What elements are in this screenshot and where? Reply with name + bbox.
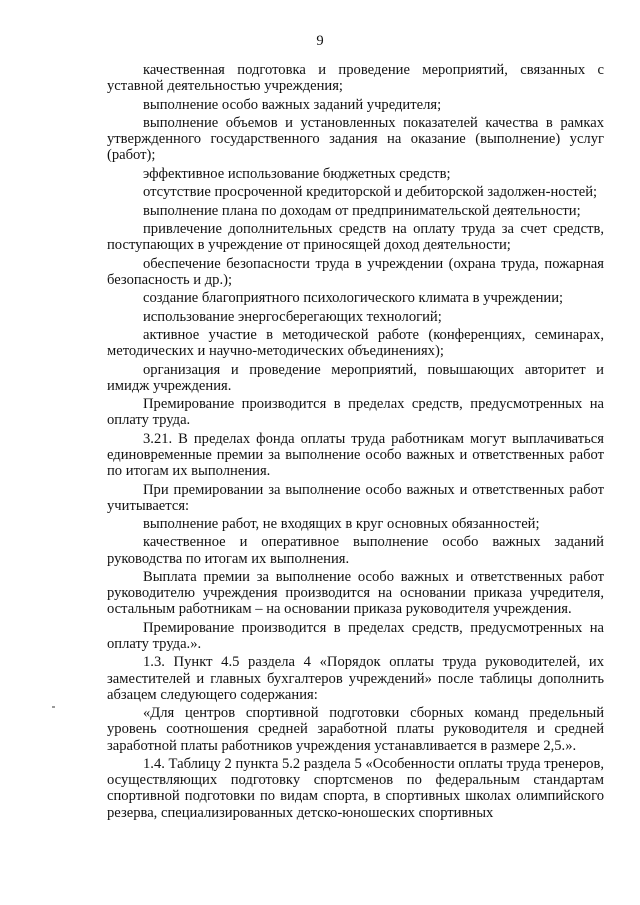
paragraph: 1.3. Пункт 4.5 раздела 4 «Порядок оплаты труда руководителей, их заместителей и главных бухгалтеров учреждений» после таблицы дополнить абзацем следующего содержания:: [107, 654, 604, 703]
paragraph: «Для центров спортивной подготовки сборных команд предельный уровень соотношения средней заработной платы руководителя и средней заработной платы работников учреждения устанавливается в размере 2,5.».: [107, 705, 604, 754]
paragraph: выполнение работ, не входящих в круг основных обязанностей;: [143, 516, 540, 533]
paragraph: выполнение плана по доходам от предпринимательской деятельности;: [143, 202, 581, 219]
paragraph: 1.4. Таблицу 2 пункта 5.2 раздела 5 «Особенности оплаты труда тренеров, осуществляющих подготовку спортсменов по федеральным стандартам спортивной подготовки по видам спорта, в спортивных школах олимпийского резерва, специализированных детско-юношеских спортивных: [107, 756, 604, 821]
paragraph: Выплата премии за выполнение особо важных и ответственных работ руководителю учреждения производится на основании приказа учредителя, остальным работникам – на основании приказа руководителя учреждения.: [107, 569, 604, 618]
paragraph: привлечение дополнительных средств на оплату труда за счет средств, поступающих в учреждение от приносящей доход деятельности;: [107, 220, 604, 254]
paragraph: организация и проведение мероприятий, повышающих авторитет и имидж учреждения.: [107, 361, 604, 394]
paragraph: При премировании за выполнение особо важных и ответственных работ учитывается:: [107, 481, 604, 514]
paragraph: выполнение особо важных заданий учредителя;: [143, 96, 442, 113]
paragraph: активное участие в методической работе (конференциях, семинарах, методических и научно-методических объединениях);: [107, 326, 604, 360]
scan-margin-mark: [52, 706, 55, 708]
paragraph: Премирование производится в пределах средств, предусмотренных на оплату труда.».: [107, 619, 604, 653]
paragraph: обеспечение безопасности труда в учреждении (охрана труда, пожарная безопасность и др.);: [107, 255, 604, 288]
paragraph: 3.21. В пределах фонда оплаты труда работникам могут выплачиваться единовременные премии за выполнение особо важных и ответственных работ по итогам их выполнения.: [107, 430, 604, 480]
paragraph: Премирование производится в пределах средств, предусмотренных на оплату труда.: [107, 396, 604, 429]
paragraph: создание благоприятного психологического климата в учреждении;: [143, 290, 564, 307]
paragraph: использование энергосберегающих технологий;: [143, 308, 442, 325]
page-number: 9: [316, 33, 324, 49]
paragraph: эффективное использование бюджетных средств;: [143, 165, 451, 182]
paragraph: качественное и оперативное выполнение особо важных заданий руководства по итогам их выполнения.: [107, 534, 604, 567]
paragraph: качественная подготовка и проведение мероприятий, связанных с уставной деятельностью учреждения;: [107, 62, 604, 95]
document-body: [107, 62, 604, 823]
paragraph: выполнение объемов и установленных показателей качества в рамках утвержденного государственного задания на оказание (выполнение) услуг (работ);: [107, 114, 604, 164]
paragraph: отсутствие просроченной кредиторской и дебиторской задолжен-ностей;: [143, 184, 598, 201]
